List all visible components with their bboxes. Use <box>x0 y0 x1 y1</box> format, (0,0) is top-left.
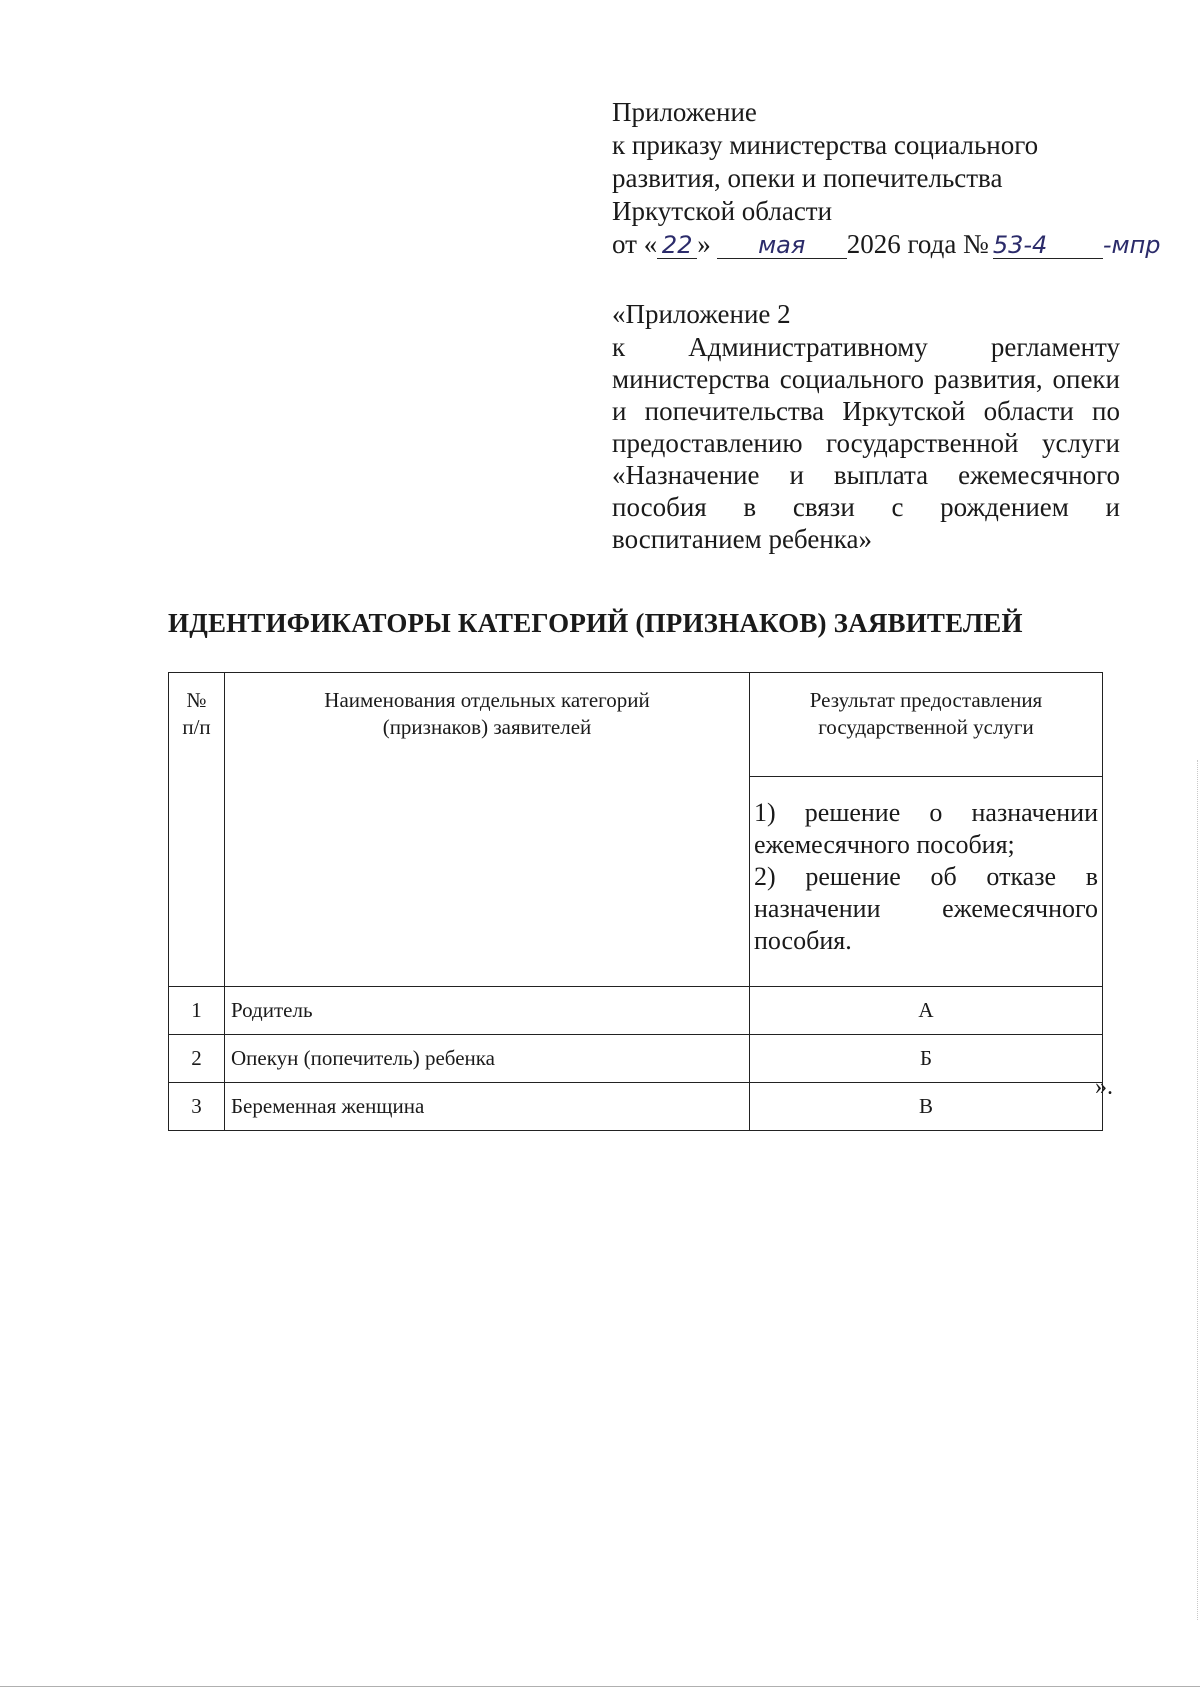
appendix-title: «Приложение 2 <box>612 299 791 329</box>
appendix-2-block <box>612 298 1120 555</box>
result-variant-2: 2) решение об отказе в назначении ежемесячного пособия. <box>754 862 1098 955</box>
page-title: ИДЕНТИФИКАТОРЫ КАТЕГОРИЙ (ПРИЗНАКОВ) ЗАЯВИТЕЛЕЙ <box>168 608 1023 638</box>
scan-bottom-line <box>0 1686 1200 1687</box>
result-variants-cell <box>750 777 1103 987</box>
row-num: 2 <box>169 1035 225 1083</box>
order-attachment-header <box>612 96 1161 261</box>
attachment-line-2: к приказу министерства социального <box>612 130 1039 160</box>
attachment-label: Приложение <box>612 97 757 127</box>
result-variant-1: 1) решение о назначении ежемесячного пособия; <box>754 798 1098 859</box>
row-num: 1 <box>169 987 225 1035</box>
table-header-row <box>169 673 1103 777</box>
order-date-line <box>612 228 1161 261</box>
applicant-categories-table <box>168 672 1103 1131</box>
scan-edge-line <box>1197 760 1199 1620</box>
header-category-name <box>225 673 750 987</box>
date-prefix: от « <box>612 229 658 259</box>
table-row <box>169 1083 1103 1131</box>
table-row <box>169 1035 1103 1083</box>
row-category: Беременная женщина <box>225 1083 750 1131</box>
header-result <box>750 673 1103 777</box>
attachment-line-4: Иркутской области <box>612 196 833 226</box>
header-name-line-1: Наименования отдельных категорий <box>324 688 650 712</box>
handwritten-order-number-tail: -мпр <box>1102 231 1161 259</box>
handwritten-day: 22 <box>657 232 697 259</box>
row-code: В <box>750 1083 1103 1131</box>
attachment-line-3: развития, опеки и попечительства <box>612 163 1003 193</box>
header-num-line-1: № <box>186 688 207 712</box>
header-result-line-2: государственной услуги <box>818 715 1034 739</box>
header-name-line-2: (признаков) заявителей <box>382 715 592 739</box>
header-result-line-1: Результат предоставления <box>809 688 1043 712</box>
row-category: Родитель <box>225 987 750 1035</box>
date-mid: » <box>697 229 711 259</box>
appendix-text: к Административному регламенту министерства социального развития, опеки и попечительства Иркутской области по предоставлению государственной услуги «Назначение и выплата ежемесячного пособия в связи с рождением и воспитанием ребенка» <box>612 332 1120 554</box>
table-row <box>169 987 1103 1035</box>
handwritten-order-number: 53-4 <box>993 232 1103 259</box>
date-year-text: 2026 года № <box>846 229 989 259</box>
row-code: Б <box>750 1035 1103 1083</box>
header-num-line-2: п/п <box>182 715 211 739</box>
handwritten-month: мая <box>717 232 847 259</box>
row-num: 3 <box>169 1083 225 1131</box>
row-category: Опекун (попечитель) ребенка <box>225 1035 750 1083</box>
header-num <box>169 673 225 987</box>
row-code: А <box>750 987 1103 1035</box>
closing-quote: ». <box>1095 1074 1113 1100</box>
